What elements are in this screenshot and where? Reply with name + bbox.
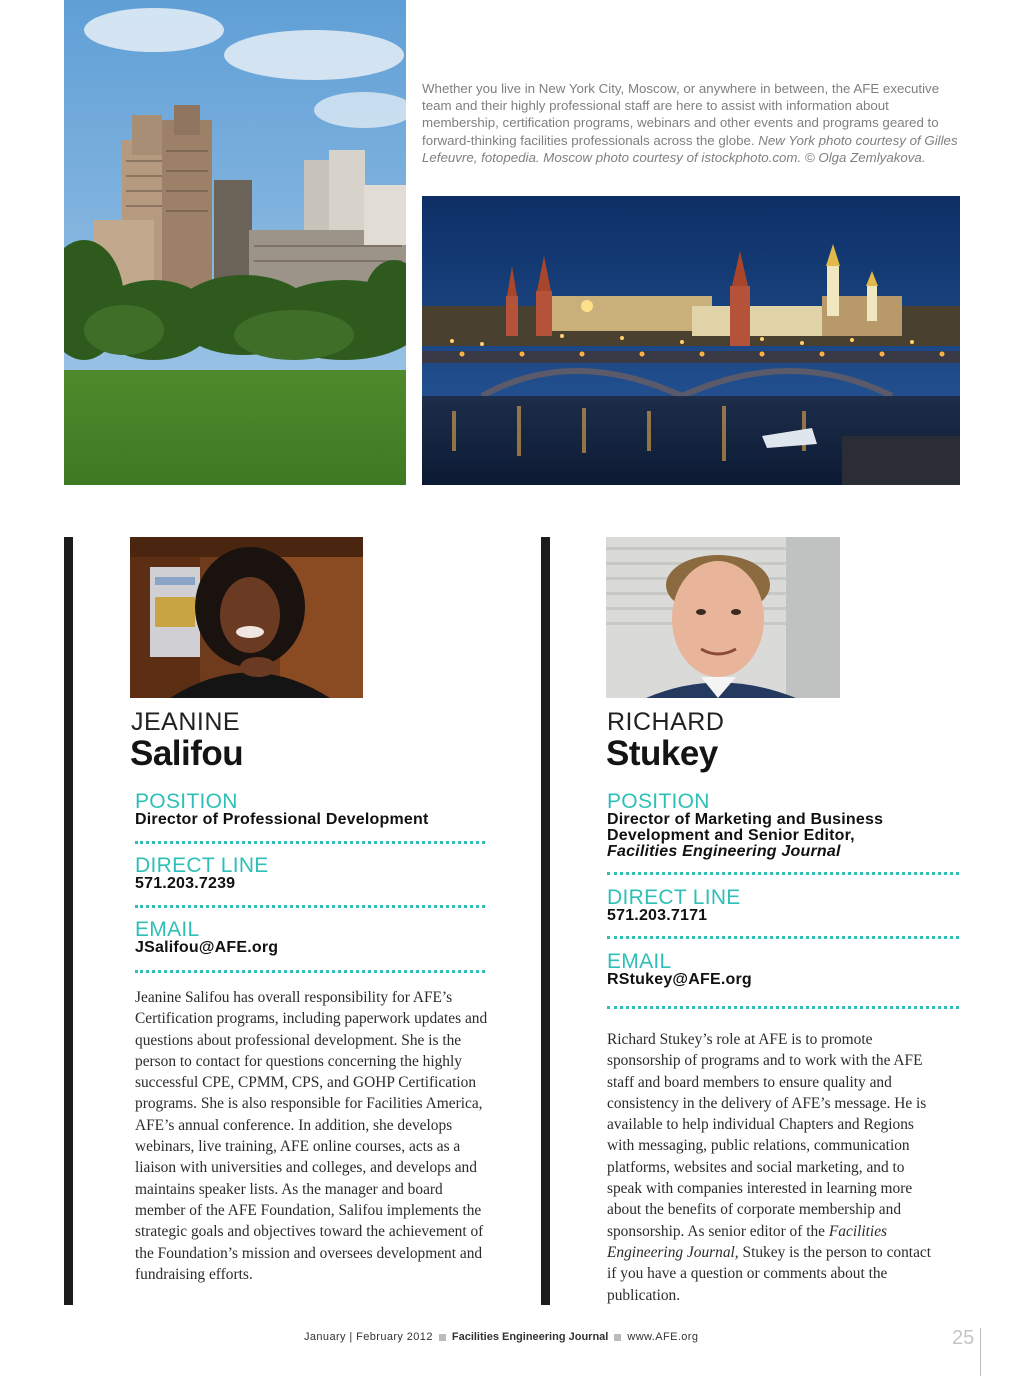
jeanine-position: Director of Professional Development (135, 811, 429, 828)
richard-position-label: POSITION (607, 790, 710, 813)
footer-journal-name: Facilities Engineering Journal (451, 1331, 609, 1343)
page-number-rule (980, 1328, 981, 1376)
dotted-divider (135, 905, 485, 908)
dotted-divider (135, 841, 485, 844)
richard-bio-part-1: Richard Stukey’s role at AFE is to promote sponsorship of programs and to work with the AFE staff and board members to ensure quality and consistency in the delivery of AFE’s message. He is available to help individual Chapters and Regions with messaging, public relations, communication platforms, websites and social marketing, and to speak with companies interested in learning more about the benefits of corporate membership and sponsorship. As senior editor of the (607, 1031, 927, 1240)
moscow-photo (422, 196, 960, 485)
jeanine-bio: Jeanine Salifou has overall responsibility for AFE’s Certification programs, including paperwork updates and questions about professional development. She is the person to contact for questions concerning the highly successful CPE, CPMM, CPS, and GOHP Certification programs. She is also responsible for Facilities America, AFE’s annual conference. In addition, she develops webinars, live training, AFE online courses, acts as a liaison with universities and colleges, and develops and maintains speaker lists. As the manager and board member of the AFE Foundation, Salifou implements the strategic goals and objectives toward the achievement of the Foundation’s mission and oversees development and fundraising efforts. (135, 989, 488, 1283)
footer-url[interactable]: www.AFE.org (627, 1331, 699, 1343)
dotted-divider (135, 970, 485, 973)
richard-bio-part-2: Stukey is the person to contact if you have a question or comments about the publication. (607, 1243, 932, 1304)
richard-position-line-3: Facilities Engineering Journal (607, 843, 841, 860)
richard-portrait-photo (606, 537, 840, 698)
left-column-bar (64, 537, 73, 1305)
richard-email-label: EMAIL (607, 950, 672, 973)
richard-last-name: Stukey (606, 734, 718, 773)
square-separator-icon (614, 1334, 621, 1341)
jeanine-first-name: JEANINE (131, 708, 241, 736)
richard-position-line-2: Development and Senior Editor, (607, 827, 855, 844)
jeanine-direct-line: 571.203.7239 (135, 875, 236, 892)
richard-bio-journal-title: Facilities Engineering Journal, (607, 1222, 888, 1261)
jeanine-portrait-photo (130, 537, 363, 698)
richard-bio (607, 1029, 937, 1306)
jeanine-email-label: EMAIL (135, 918, 200, 941)
right-column-bar (541, 537, 550, 1305)
photo-credit: New York photo courtesy of Gilles Lefeuvre, fotopedia. Moscow photo courtesy of istockphoto.com. © Olga Zemlyakova. (422, 132, 958, 165)
dotted-divider (607, 1006, 959, 1009)
square-separator-icon (439, 1334, 446, 1341)
page-footer (304, 1331, 698, 1343)
richard-first-name: RICHARD (607, 708, 725, 736)
intro-caption (422, 80, 962, 166)
jeanine-email: JSalifou@AFE.org (135, 939, 279, 956)
jeanine-position-label: POSITION (135, 790, 238, 813)
footer-date: January | February 2012 (304, 1331, 433, 1343)
richard-direct-line: 571.203.7171 (607, 907, 708, 924)
richard-email: RStukey@AFE.org (607, 971, 752, 988)
jeanine-direct-line-label: DIRECT LINE (135, 854, 269, 877)
dotted-divider (607, 936, 959, 939)
intro-text: Whether you live in New York City, Moscow, or anywhere in between, the AFE executive team and their highly professional staff are here to assist with information about membership, certification programs, webinars and other events and programs geared to forward-thinking facilities professionals across the globe. (422, 81, 940, 148)
new-york-photo (64, 0, 406, 485)
dotted-divider (607, 872, 959, 875)
jeanine-last-name: Salifou (130, 734, 244, 773)
richard-direct-line-label: DIRECT LINE (607, 886, 741, 909)
page-number: 25 (952, 1327, 975, 1349)
richard-position-line-1: Director of Marketing and Business (607, 811, 884, 828)
